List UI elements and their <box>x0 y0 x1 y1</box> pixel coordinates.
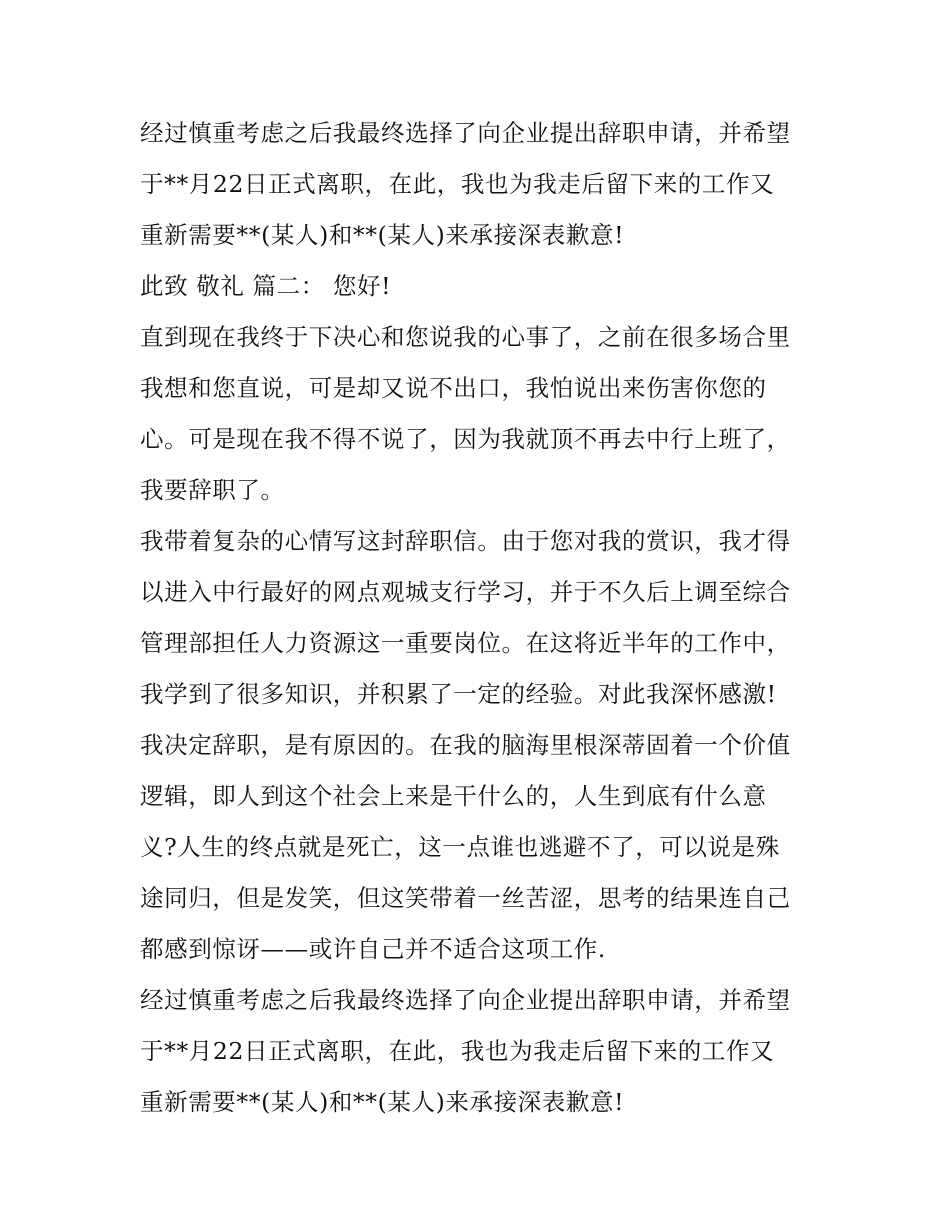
text-line: 义?人生的终点就是死亡，这一点谁也逃避不了，可以说是殊 <box>140 833 780 861</box>
text-line: 都感到惊讶——或许自己并不适合这项工作. <box>140 935 606 963</box>
text-line: 我决定辞职，是有原因的。在我的脑海里根深蒂固着一个价值 <box>140 731 791 759</box>
text-line: 经过慎重考虑之后我最终选择了向企业提出辞职申请，并希望 <box>140 119 791 147</box>
text-line: 我想和您直说，可是却又说不出口，我怕说出来伤害你您的 <box>140 374 767 402</box>
text-line: 重新需要**(某人)和**(某人)来承接深表歉意! <box>140 221 625 249</box>
text-line: 重新需要**(某人)和**(某人)来承接深表歉意! <box>140 1088 625 1116</box>
text-line: 管理部担任人力资源这一重要岗位。在这将近半年的工作中， <box>140 629 791 657</box>
text-line: 直到现在我终于下决心和您说我的心事了，之前在很多场合里 <box>140 323 791 351</box>
text-line: 以进入中行最好的网点观城支行学习，并于不久后上调至综合 <box>140 578 791 606</box>
text-line: 途同归，但是发笑，但这笑带着一丝苦涩，思考的结果连自己 <box>140 884 791 912</box>
text-line: 心。可是现在我不得不说了，因为我就顶不再去中行上班了， <box>140 425 791 453</box>
text-line: 我学到了很多知识，并积累了一定的经验。对此我深怀感激! <box>140 680 777 708</box>
text-line: 于**月22日正式离职，在此，我也为我走后留下来的工作又 <box>140 1037 775 1065</box>
text-line: 我要辞职了。 <box>140 476 285 504</box>
text-line: 经过慎重考虑之后我最终选择了向企业提出辞职申请，并希望 <box>140 986 791 1014</box>
document-body <box>140 108 830 1128</box>
text-line: 于**月22日正式离职，在此，我也为我走后留下来的工作又 <box>140 170 775 198</box>
salutation-line: 此致 敬礼 篇二： 您好! <box>140 272 392 300</box>
text-line: 我带着复杂的心情写这封辞职信。由于您对我的赏识，我才得 <box>140 527 791 555</box>
text-line: 逻辑，即人到这个社会上来是干什么的，人生到底有什么意 <box>140 782 767 810</box>
